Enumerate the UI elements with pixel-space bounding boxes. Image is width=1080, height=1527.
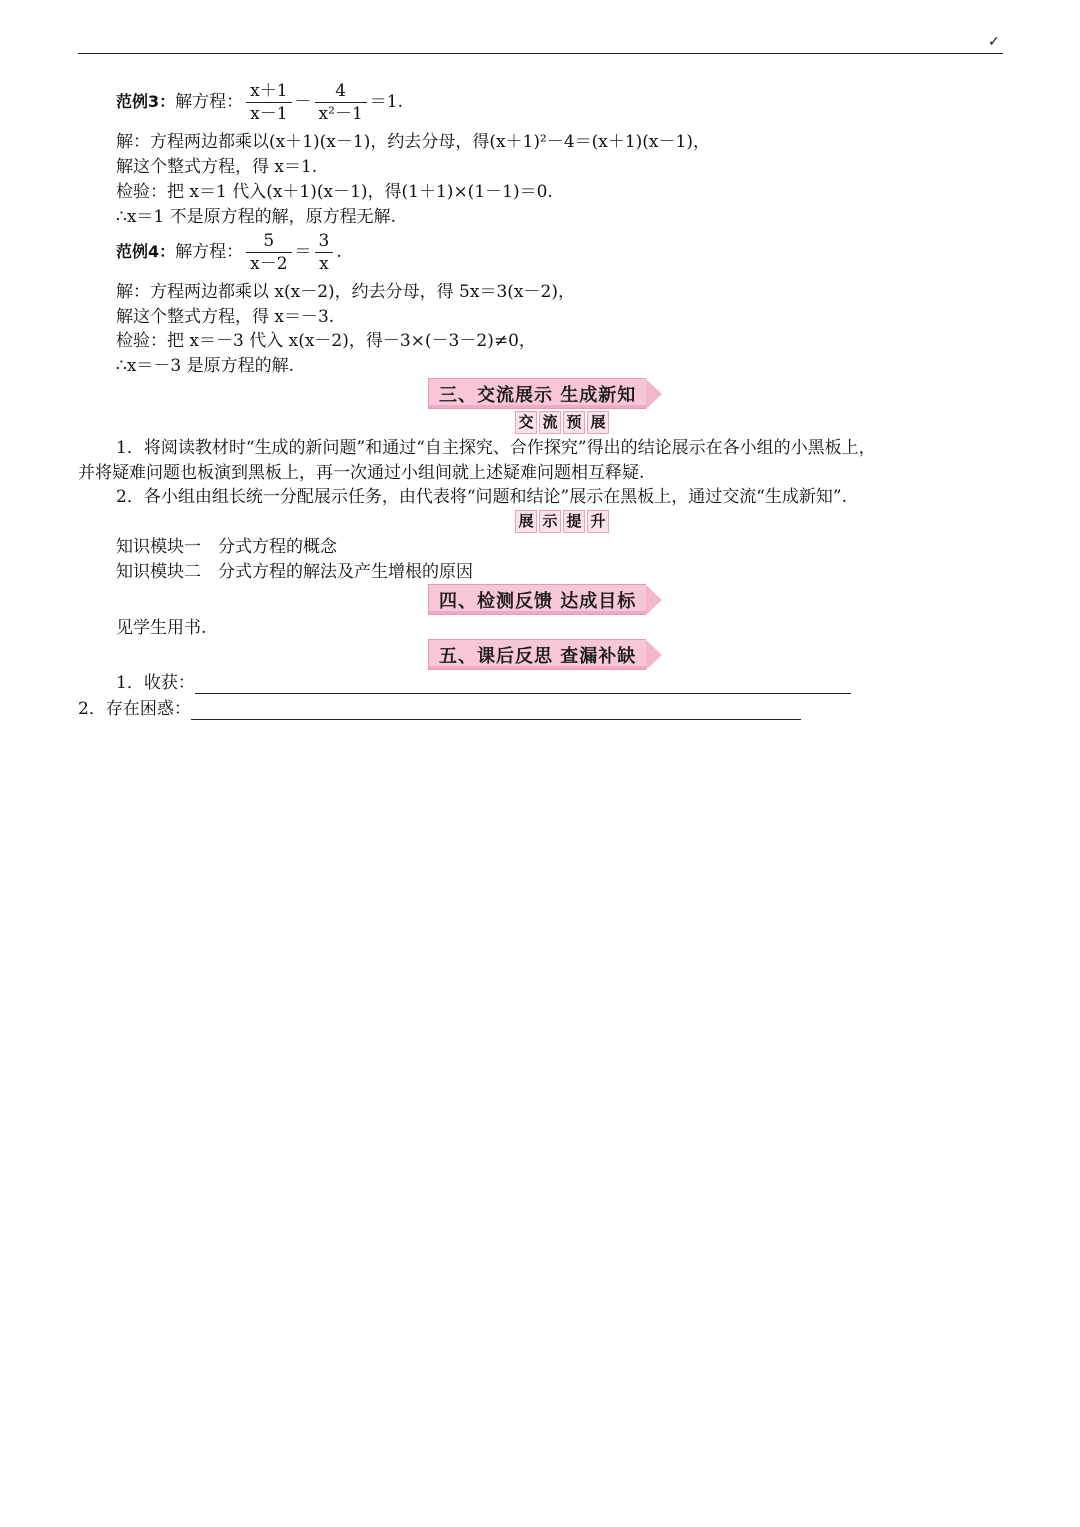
example3-equation: 范例3：解方程： $\frac{x+1}{x-1}$ － $\frac{4}{\text{x²－1}}$ ＝1. — [116, 81, 403, 124]
section3-paragraph1-line1: 1．将阅读教材时“生成的新问题”和通过“自主探究、合作探究”得出的结论展示在各小组的小黑板上， — [116, 438, 876, 458]
section4-banner: 四、检测反馈 达成目标 — [428, 585, 662, 614]
knowledge-module-2: 知识模块二 分式方程的解法及产生增根的原因 — [116, 562, 473, 582]
example4-prompt: 解方程： — [175, 242, 244, 262]
example4-line1: 解：方程两边都乘以 x(x－2)，约去分母，得 5x＝3(x－2)， — [116, 282, 575, 302]
section4-text: 见学生用书. — [116, 618, 207, 638]
section3-banner: 三、交流展示 生成新知 — [428, 379, 662, 408]
section3-paragraph2: 2．各小组由组长统一分配展示任务，由代表将“问题和结论”展示在黑板上，通过交流“生成新知”. — [116, 487, 847, 507]
example3-line2: 解这个整式方程，得 x＝1. — [116, 157, 318, 177]
example3-prompt: 解方程： — [175, 92, 244, 112]
doubts-answer-line[interactable] — [191, 703, 801, 720]
section5-banner: 五、课后反思 查漏补缺 — [428, 640, 662, 669]
example4-label: 范例4： — [116, 242, 176, 261]
example4-line2: 解这个整式方程，得 x＝－3. — [116, 307, 335, 327]
example3-line1: 解：方程两边都乘以(x＋1)(x－1)，约去分母，得(x＋1)²－4＝(x＋1)(x－1)， — [116, 132, 710, 152]
example4-fraction1: $\frac{5}{x-2}$ — [246, 230, 291, 275]
example4-equation: 范例4：解方程： $\frac{5}{x-2}$ ＝ $\frac{3}{x}$ . — [116, 231, 342, 274]
section3-paragraph1-line2: 并将疑难问题也板演到黑板上，再一次通过小组间就上述疑难问题相互释疑. — [78, 463, 645, 483]
gains-answer-line[interactable] — [195, 677, 851, 694]
reflection-doubts: 2．存在困惑： — [78, 698, 801, 720]
reflection-gains: 1．收获： — [116, 672, 851, 694]
example3-line4: ∴x＝1 不是原方程的解，原方程无解. — [116, 207, 397, 227]
example4-line4: ∴x＝－3 是原方程的解. — [116, 356, 295, 376]
example3-fraction2: $\frac{4}{\text{x²－1}}$ — [315, 80, 367, 125]
exchange-preview-tag: 交 流 预 展 — [515, 411, 609, 434]
example4-fraction2: $\frac{3}{x}$ — [315, 230, 334, 275]
example3-line3: 检验：把 x＝1 代入(x＋1)(x－1)，得(1＋1)×(1－1)＝0. — [116, 182, 553, 202]
knowledge-module-1: 知识模块一 分式方程的概念 — [116, 537, 337, 557]
example3-fraction1: $\frac{x+1}{x-1}$ — [246, 80, 291, 125]
example3-label: 范例3： — [116, 92, 176, 111]
example4-line3: 检验：把 x＝－3 代入 x(x－2)，得－3×(－3－2)≠0， — [116, 331, 536, 351]
header-rule — [78, 53, 1003, 54]
display-improve-tag: 展 示 提 升 — [515, 510, 609, 533]
check-mark: ✓ — [988, 34, 1000, 50]
